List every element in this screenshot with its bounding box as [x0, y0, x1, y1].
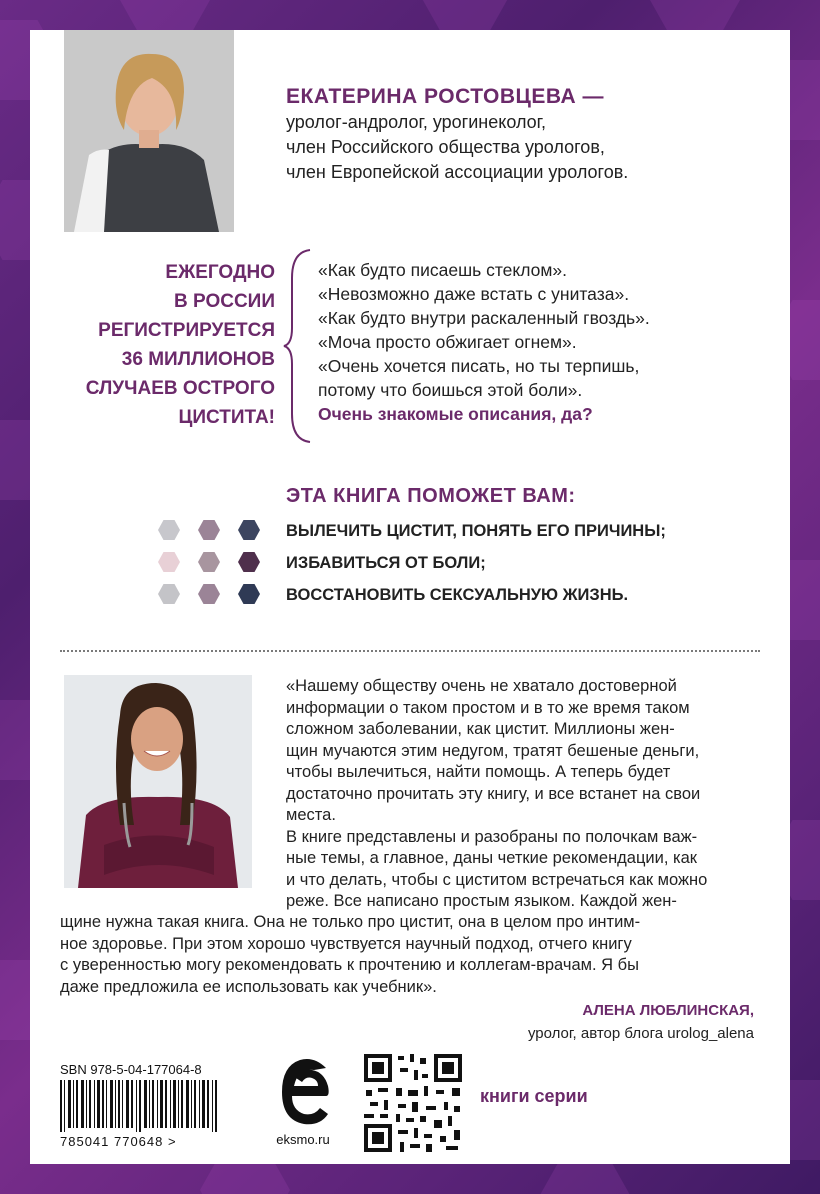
series-label: книги серии — [480, 1086, 588, 1106]
stat-line: 36 МИЛЛИОНОВ — [121, 349, 275, 370]
author-title-line: член Российского общества урологов, — [286, 137, 605, 157]
section-divider — [60, 650, 760, 652]
hexagon-icon — [198, 520, 220, 540]
review-line: с уверенностью могу рекомендовать к прочтению и коллегам-врачам. Я бы — [60, 956, 639, 974]
review-line: реже. Все написано простым языком. Каждой жен- — [286, 892, 677, 910]
hexagon-icon — [198, 552, 220, 572]
hexagon-icon — [198, 584, 220, 604]
curly-brace-icon — [282, 248, 312, 444]
isbn-label: SBN 978-5-04-177064-8 — [60, 1062, 202, 1077]
review-line: достаточно прочитать эту книгу, и все встанет на свои — [286, 784, 701, 803]
patient-quotes — [318, 258, 650, 426]
quote-line: «Как будто внутри раскаленный гвоздь». — [318, 308, 650, 328]
benefit-item: ИЗБАВИТЬСЯ ОТ БОЛИ; — [286, 554, 486, 572]
hexagon-icon — [238, 552, 260, 572]
reviewer-photo — [64, 675, 252, 888]
stat-line: РЕГИСТРИРУЕТСЯ — [98, 320, 275, 341]
quote-line: «Как будто писаешь стеклом». — [318, 260, 568, 280]
review-line: и что делать, чтобы с циститом встречаться как можно — [286, 870, 708, 889]
review-line: сложном заболевании, как цистит. Миллионы жен- — [286, 720, 675, 738]
hexagon-icon — [158, 552, 180, 572]
review-line: даже предложила ее использовать как учебник». — [60, 977, 437, 996]
review-line: чтобы вылечиться, найти помощь. А теперь будет — [286, 763, 671, 781]
author-name: ЕКАТЕРИНА РОСТОВЦЕВА — — [286, 85, 605, 108]
review-line: ные темы, а главное, даны четкие рекомендации, как — [286, 849, 698, 867]
barcode — [60, 1080, 225, 1132]
reviewer-role: уролог, автор блога urolog_alena — [527, 1025, 754, 1042]
review-line: ное здоровье. При этом хорошо чувствуется научный подход, отчего книгу — [60, 934, 632, 953]
stat-line: СЛУЧАЕВ ОСТРОГО — [85, 378, 275, 399]
benefit-item: ВЫЛЕЧИТЬ ЦИСТИТ, ПОНЯТЬ ЕГО ПРИЧИНЫ; — [286, 522, 666, 540]
reviewer-name: АЛЕНА ЛЮБЛИНСКАЯ, — [582, 1002, 754, 1019]
author-title-line: член Европейской ассоциации урологов. — [286, 162, 629, 182]
eksmo-logo-icon — [276, 1054, 332, 1130]
author-photo — [64, 30, 234, 232]
hexagon-icon — [238, 520, 260, 540]
benefit-item: ВОССТАНОВИТЬ СЕКСУАЛЬНУЮ ЖИЗНЬ. — [286, 586, 629, 604]
quote-line: «Невозможно даже встать с унитаза». — [318, 284, 630, 304]
hexagon-icon — [158, 520, 180, 540]
review-line: «Нашему обществу очень не хватало достоверной — [286, 677, 677, 695]
hexagon-icon — [238, 584, 260, 604]
review-line: щин мучаются этим недугом, тратят бешеные деньги, — [286, 741, 700, 760]
hexagon-icon — [158, 584, 180, 604]
review-line: В книге представлены и разобраны по полочкам важ- — [286, 827, 698, 846]
quote-summary: Очень знакомые описания, да? — [318, 404, 593, 424]
quote-line: «Очень хочется писать, но ты терпишь, — [318, 356, 640, 376]
quote-line: потому что боишься этой боли». — [318, 380, 583, 400]
review-line: щине нужна такая книга. Она не только про цистит, она в целом про интим- — [60, 913, 641, 931]
review-quote — [286, 676, 758, 913]
publisher-site: eksmo.ru — [276, 1132, 330, 1147]
qr-code[interactable] — [360, 1050, 466, 1156]
stat-line: ЕЖЕГОДНО — [165, 262, 275, 283]
stat-line: В РОССИИ — [174, 291, 275, 312]
review-line: информации о таком простом и в то же время таком — [286, 698, 690, 717]
quote-line: «Моча просто обжигает огнем». — [318, 332, 577, 352]
review-line: места. — [286, 806, 336, 824]
author-title-line: уролог-андролог, урогинеколог, — [286, 112, 547, 132]
statistic-callout — [50, 258, 275, 432]
stat-line: ЦИСТИТА! — [178, 407, 275, 428]
review-quote-continued — [60, 912, 760, 998]
barcode-number: 785041 770648 > — [60, 1134, 177, 1149]
back-cover — [30, 30, 790, 1164]
benefits-title: ЭТА КНИГА ПОМОЖЕТ ВАМ: — [286, 485, 576, 507]
